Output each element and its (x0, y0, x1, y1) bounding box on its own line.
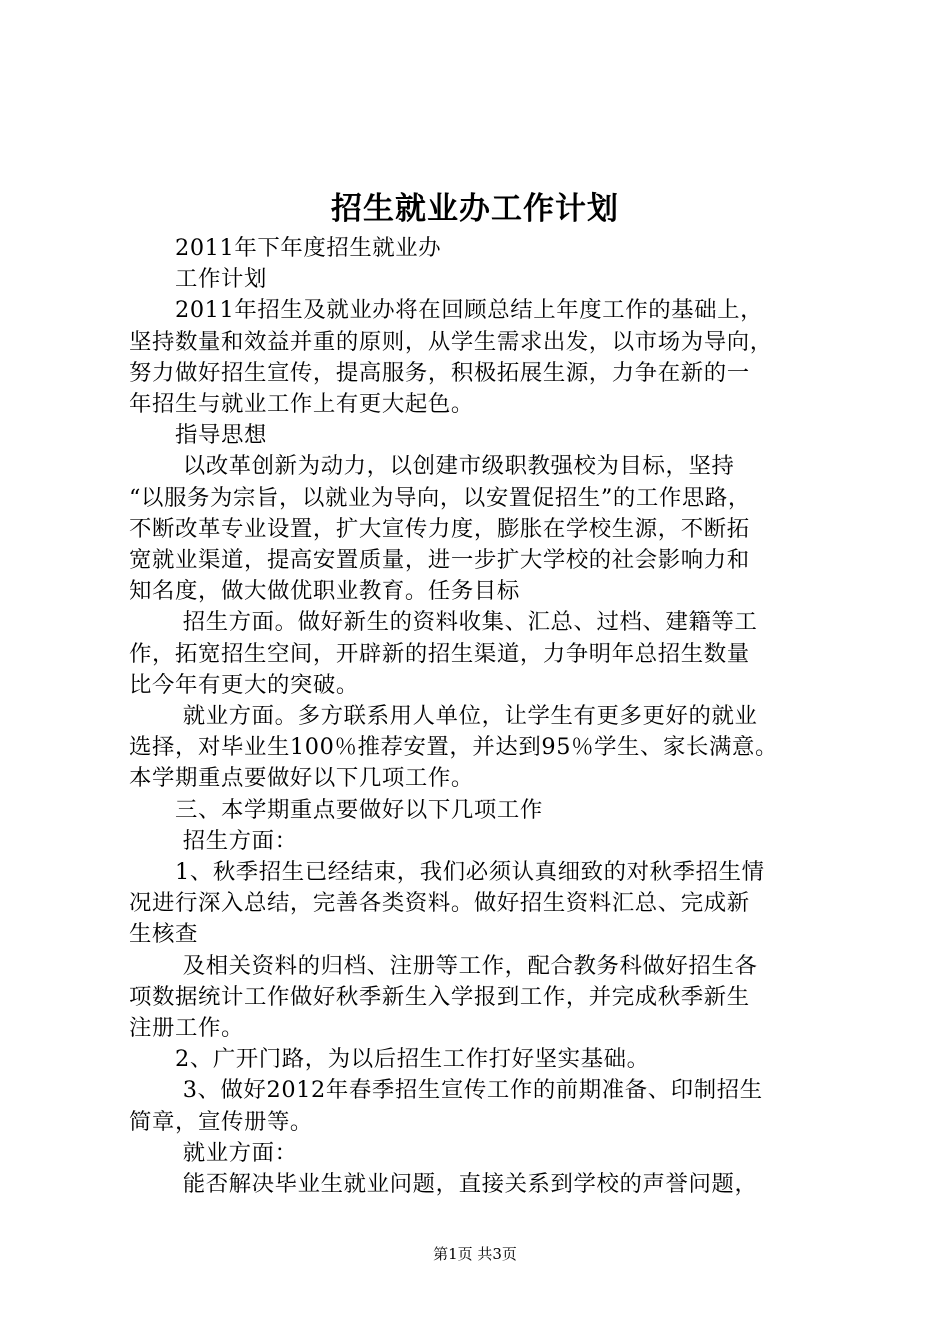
text-line: “以服务为宗旨，以就业为导向，以安置促招生”的工作思路， (129, 484, 751, 511)
text-line: 招生方面： (129, 827, 298, 854)
text-line: 招生方面。做好新生的资料收集、汇总、过档、建籍等工 (129, 609, 758, 636)
text-line: 三、本学期重点要做好以下几项工作 (129, 796, 543, 823)
text-line: 坚持数量和效益并重的原则，从学生需求出发，以市场为导向， (129, 328, 773, 355)
page-footer: 第1页 共3页 (433, 1245, 517, 1263)
text-line: 2011年下年度招生就业办 (129, 235, 442, 261)
text-line: 作，拓宽招生空间，开辟新的招生渠道，力争明年总招生数量 (129, 640, 750, 667)
text-line: 就业方面。多方联系用人单位，让学生有更多更好的就业 (129, 703, 758, 730)
text-line: 2、广开门路，为以后招生工作打好坚实基础。 (129, 1046, 650, 1073)
text-line: 注册工作。 (129, 1015, 244, 1042)
document-body (129, 233, 841, 1200)
text-line: 本学期重点要做好以下几项工作。 (129, 765, 474, 792)
text-line: 选择，对毕业生100％推荐安置，并达到95％学生、家长满意。 (129, 734, 778, 761)
text-line: 知名度，做大做优职业教育。任务目标 (129, 578, 520, 605)
text-line: 能否解决毕业生就业问题，直接关系到学校的声誉问题， (129, 1171, 758, 1198)
text-line: 2011年招生及就业办将在回顾总结上年度工作的基础上， (129, 297, 764, 324)
text-line: 3、做好2012年春季招生宣传工作的前期准备、印制招生 (129, 1077, 763, 1104)
text-line: 生核查 (129, 921, 198, 948)
text-line: 年招生与就业工作上有更大起色。 (129, 391, 474, 418)
text-line: 1、秋季招生已经结束，我们必须认真细致的对秋季招生情 (129, 859, 765, 886)
text-line: 工作计划 (129, 266, 267, 293)
text-line: 努力做好招生宣传，提高服务，积极拓展生源，力争在新的一 (129, 359, 750, 386)
text-line: 以改革创新为动力，以创建市级职教强校为目标，坚持 (129, 453, 735, 480)
text-line: 不断改革专业设置，扩大宣传力度，膨胀在学校生源，不断拓 (129, 515, 750, 542)
text-line: 指导思想 (129, 422, 267, 449)
text-line: 就业方面： (129, 1139, 298, 1166)
text-line: 项数据统计工作做好秋季新生入学报到工作，并完成秋季新生 (129, 983, 750, 1010)
document-title: 招生就业办工作计划 (331, 191, 619, 227)
text-line: 宽就业渠道，提高安置质量，进一步扩大学校的社会影响力和 (129, 547, 750, 574)
text-line: 简章，宣传册等。 (129, 1108, 313, 1135)
text-line: 况进行深入总结，完善各类资料。做好招生资料汇总、完成新 (129, 890, 750, 917)
text-line: 及相关资料的归档、注册等工作，配合教务科做好招生各 (129, 952, 758, 979)
text-line: 比今年有更大的突破。 (129, 671, 359, 698)
